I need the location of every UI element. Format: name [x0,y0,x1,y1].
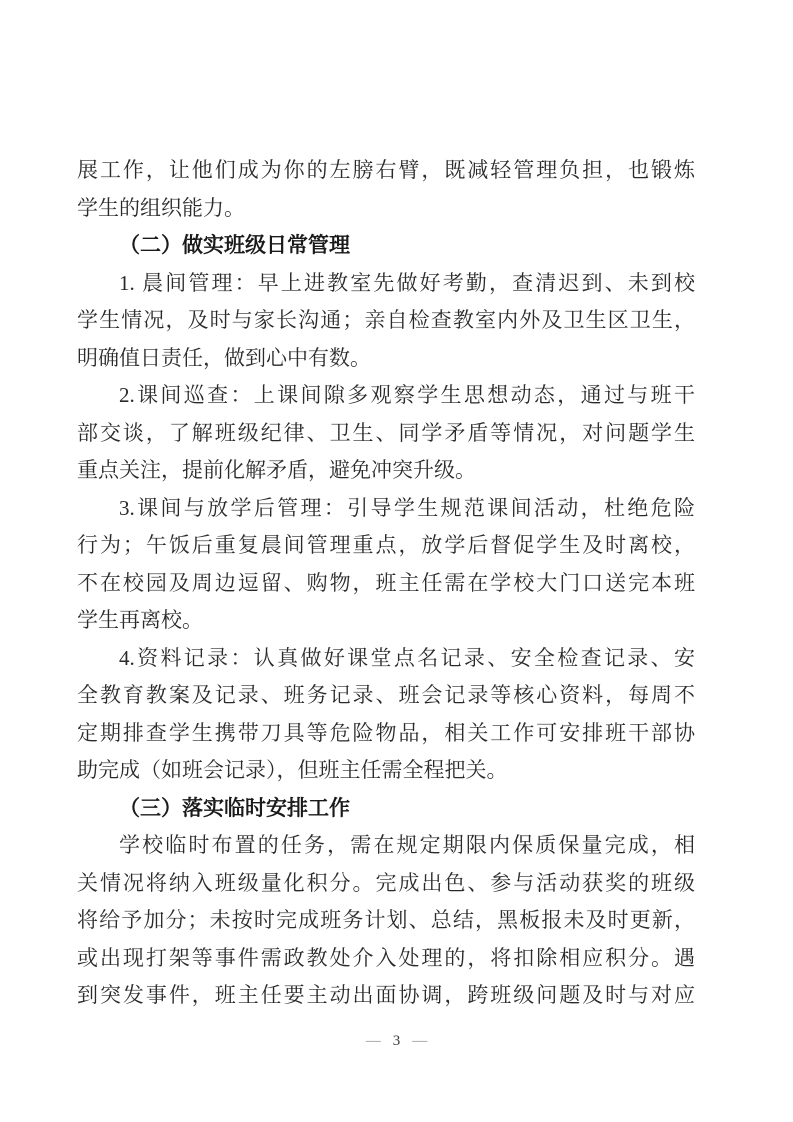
text-line: 学生情况，及时与家长沟通；亲自检查教室内外及卫生区卫生， [77,308,695,332]
text-line: 全教育教案及记录、班务记录、班会记录等核心资料，每周不 [77,683,695,707]
footer-dash-left: — [365,1033,381,1049]
text-line: 明确值日责任，做到心中有数。 [77,345,371,370]
text-line: 学校临时布置的任务，需在规定期限内保质保量完成，相 [119,833,695,857]
document-body [77,152,695,1015]
text-line: 学生再离校。 [77,608,203,632]
text-line: 定期排查学生携带刀具等危险物品，相关工作可安排班干部协 [77,720,695,745]
text-line: 重点关注，提前化解矛盾，避免冲突升级。 [77,458,476,482]
text-line: 3.课间与放学后管理：引导学生规范课间活动，杜绝危险 [119,495,695,520]
text-line: 将给予加分；未按时完成班务计划、总结，黑板报未及时更新， [77,908,695,932]
text-line: 2.课间巡查：上课间隙多观察学生思想动态，通过与班干 [119,383,695,407]
text-line: 1. 晨间管理：早上进教室先做好考勤，查清迟到、未到校 [119,270,695,295]
page-number: 3 [392,1033,401,1049]
text-line: 关情况将纳入班级量化积分。完成出色、参与活动获奖的班级 [77,870,695,895]
text-line: 或出现打架等事件需政教处介入处理的，将扣除相应积分。遇 [77,945,695,970]
text-line: 行为；午饭后重复晨间管理重点，放学后督促学生及时离校， [77,533,695,557]
text-line: 学生的组织能力。 [77,195,245,220]
section-heading: （二）做实班级日常管理 [119,233,350,257]
text-line: 不在校园及周边逗留、购物，班主任需在学校大门口送完本班 [77,570,695,595]
page-footer [0,1030,793,1052]
text-line: 部交谈，了解班级纪律、卫生、同学矛盾等情况，对问题学生 [77,420,695,445]
text-line: 到突发事件，班主任要主动出面协调，跨班级问题及时与对应 [77,983,695,1007]
text-line: 助完成（如班会记录），但班主任需全程把关。 [77,758,508,782]
text-line: 4.资料记录：认真做好课堂点名记录、安全检查记录、安 [119,645,695,670]
footer-dash-right: — [412,1033,428,1049]
text-line: 展工作，让他们成为你的左膀右臂，既减轻管理负担，也锻炼 [77,158,695,182]
section-heading: （三）落实临时安排工作 [119,795,350,820]
